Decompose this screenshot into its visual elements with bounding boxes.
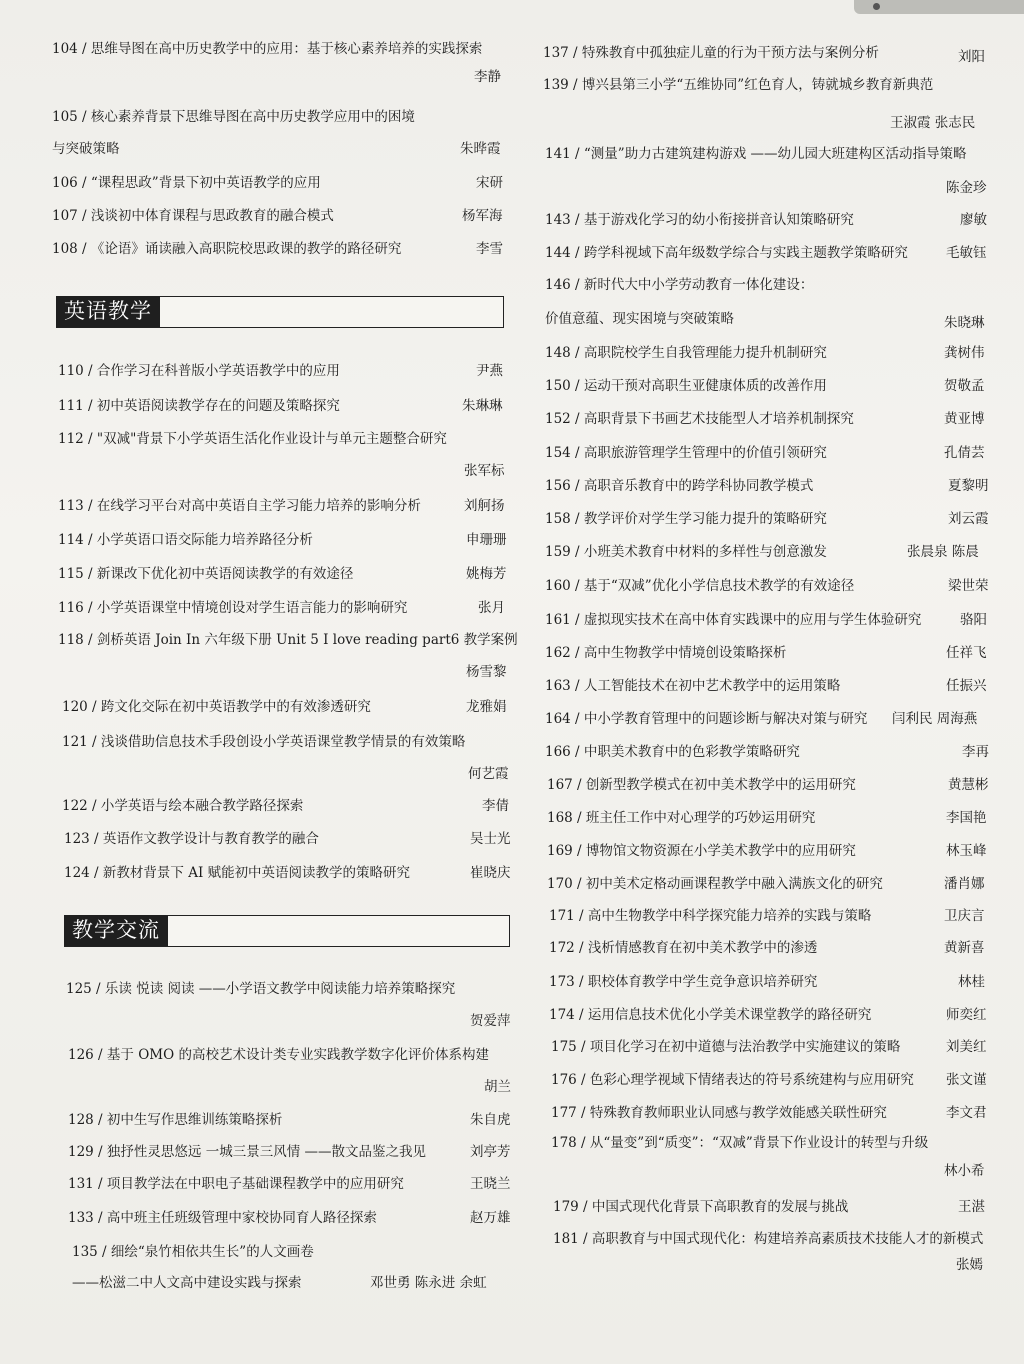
toc-entry-title: 110 / 合作学习在科普版小学英语教学中的应用 — [58, 363, 340, 379]
toc-entry-author: 张月 — [478, 600, 505, 616]
toc-entry-title: 139 / 博兴县第三小学“五维协同”红色育人，铸就城乡教育新典范 — [543, 77, 934, 93]
toc-entry-author: 胡兰 — [484, 1079, 511, 1095]
toc-entry-title: 170 / 初中美术定格动画课程教学中融入满族文化的研究 — [547, 876, 883, 892]
toc-entry-author: 刘亭芳 — [470, 1144, 511, 1160]
toc-entry-title: 158 / 教学评价对学生学习能力提升的策略研究 — [545, 511, 827, 527]
toc-entry-author: 宋研 — [476, 175, 503, 191]
toc-entry-title: 111 / 初中英语阅读教学存在的问题及策略探究 — [58, 398, 340, 414]
toc-entry-author: 姚梅芳 — [466, 566, 507, 582]
toc-entry-title: 174 / 运用信息技术优化小学美术课堂教学的路径研究 — [549, 1007, 872, 1023]
toc-entry-title: 164 / 中小学教育管理中的问题诊断与解决对策与研究 — [545, 711, 868, 727]
toc-entry-title: 141 / “测量”助力古建筑建构游戏 ——幼儿园大班建构区活动指导策略 — [545, 146, 967, 162]
toc-entry-author: 廖敏 — [960, 212, 987, 228]
toc-entry-author: 刘舸扬 — [464, 498, 505, 514]
section-header-label: 教学交流 — [64, 915, 168, 946]
toc-entry-author: 吴士光 — [470, 831, 511, 847]
toc-entry-author: 朱自虎 — [470, 1112, 511, 1128]
toc-entry-title: 162 / 高中生物教学中情境创设策略探析 — [545, 645, 787, 661]
toc-entry-title: 156 / 高职音乐教育中的跨学科协同教学模式 — [545, 478, 814, 494]
toc-entry-author: 龙雅娟 — [466, 699, 507, 715]
toc-entry-author: 刘美红 — [946, 1039, 987, 1055]
toc-entry-author: 黄慧彬 — [948, 777, 989, 793]
toc-entry-author: 贺敬孟 — [944, 378, 985, 394]
section-header — [64, 915, 510, 947]
toc-entry-title: 106 / “课程思政”背景下初中英语教学的应用 — [52, 175, 321, 191]
toc-entry-title: 152 / 高职背景下书画艺术技能型人才培养机制探究 — [545, 411, 854, 427]
toc-entry-author: 孔倩芸 — [944, 445, 985, 461]
toc-entry-author: 杨军海 — [462, 208, 503, 224]
toc-entry-title: 112 / "双减"背景下小学英语生活化作业设计与单元主题整合研究 — [58, 431, 447, 447]
toc-entry-title: 171 / 高中生物教学中科学探究能力培养的实践与策略 — [549, 908, 872, 924]
toc-entry-title: 116 / 小学英语课堂中情境创设对学生语言能力的影响研究 — [58, 600, 408, 616]
toc-entry-author: 张文谨 — [946, 1072, 987, 1088]
toc-entry-title: 148 / 高职院校学生自我管理能力提升机制研究 — [545, 345, 827, 361]
toc-entry-author: 师奕红 — [946, 1007, 987, 1023]
toc-entry-title: 129 / 独抒性灵思悠远 一城三景三风情 ——散文品鉴之我见 — [68, 1144, 426, 1160]
toc-entry-title: 159 / 小班美术教育中材料的多样性与创意激发 — [545, 544, 827, 560]
toc-entry-author: 朱琳琳 — [462, 398, 503, 414]
toc-entry-author: 崔晓庆 — [470, 865, 511, 881]
toc-entry-author: 李国艳 — [946, 810, 987, 826]
toc-entry-author: 毛敏钰 — [946, 245, 987, 261]
toc-entry-title: 144 / 跨学科视域下高年级数学综合与实践主题教学策略研究 — [545, 245, 908, 261]
toc-entry-author: 陈金珍 — [946, 180, 987, 196]
toc-entry-author: 刘云霞 — [948, 511, 989, 527]
toc-entry-title: 121 / 浅谈借助信息技术手段创设小学英语课堂教学情景的有效策略 — [62, 734, 466, 750]
toc-entry-author: 张军标 — [464, 463, 505, 479]
toc-entry-author: 张晨泉 陈晨 — [907, 544, 979, 560]
toc-entry-title: 178 / 从“量变”到“质变”：“双减”背景下作业设计的转型与升级 — [551, 1135, 929, 1151]
toc-entry-title: 173 / 职校体育教学中学生竞争意识培养研究 — [549, 974, 818, 990]
toc-entry-author: 邓世勇 陈永进 余虹 — [370, 1275, 487, 1291]
toc-entry-title: 154 / 高职旅游管理学生管理中的价值引领研究 — [545, 445, 827, 461]
toc-entry-title: 177 / 特殊教育教师职业认同感与教学效能感关联性研究 — [551, 1105, 887, 1121]
toc-entry-title: 161 / 虚拟现实技术在高中体育实践课中的应用与学生体验研究 — [545, 612, 922, 628]
toc-entry-author: 林玉峰 — [946, 843, 987, 859]
toc-entry-title: 179 / 中国式现代化背景下高职教育的发展与挑战 — [553, 1199, 849, 1215]
toc-entry-title: 133 / 高中班主任班级管理中家校协同育人路径探索 — [68, 1210, 377, 1226]
toc-entry-title: 114 / 小学英语口语交际能力培养路径分析 — [58, 532, 313, 548]
toc-entry-title: 175 / 项目化学习在初中道德与法治教学中实施建议的策略 — [551, 1039, 901, 1055]
toc-entry-title: 176 / 色彩心理学视域下情绪表达的符号系统建构与应用研究 — [551, 1072, 914, 1088]
toc-entry-author: 林小希 — [944, 1163, 985, 1179]
toc-entry-author: 黄亚博 — [944, 411, 985, 427]
toc-entry-title: 118 / 剑桥英语 Join In 六年级下册 Unit 5 I love reading part6 教学案例 — [58, 632, 518, 648]
toc-entry-author: 任振兴 — [946, 678, 987, 694]
toc-entry-author: 朱晔霞 — [460, 141, 501, 157]
toc-entry-author: 李雪 — [476, 241, 503, 257]
toc-entry-title: 168 / 班主任工作中对心理学的巧妙运用研究 — [547, 810, 816, 826]
toc-entry-author: 李静 — [474, 69, 501, 85]
toc-entry-author: 王湛 — [958, 1199, 985, 1215]
toc-entry-title: 181 / 高职教育与中国式现代化：构建培养高素质技术技能人才的新模式 — [553, 1231, 984, 1247]
section-header — [56, 296, 504, 328]
toc-entry-title: 137 / 特殊教育中孤独症儿童的行为干预方法与案例分析 — [543, 45, 879, 61]
toc-entry-title: 价值意蕴、现实困境与突破策略 — [545, 311, 734, 327]
toc-entry-author: 李倩 — [482, 798, 509, 814]
toc-entry-author: 梁世荣 — [948, 578, 989, 594]
toc-entry-title: 146 / 新时代大中小学劳动教育一体化建设： — [545, 277, 814, 293]
toc-entry-author: 夏黎明 — [948, 478, 989, 494]
section-header-label: 英语教学 — [56, 296, 160, 327]
toc-entry-title: 108 / 《论语》诵读融入高职院校思政课的教学的路径研究 — [52, 241, 402, 257]
toc-entry-title: 115 / 新课改下优化初中英语阅读教学的有效途径 — [58, 566, 354, 582]
toc-entry-title: 126 / 基于 OMO 的高校艺术设计类专业实践教学数字化评价体系构建 — [68, 1047, 489, 1063]
toc-entry-author: 张嫣 — [956, 1257, 983, 1273]
toc-entry-title: 125 / 乐读 悦读 阅读 ——小学语文教学中阅读能力培养策略探究 — [66, 981, 456, 997]
toc-entry-title: 105 / 核心素养背景下思维导图在高中历史教学应用中的困境 — [52, 109, 415, 125]
toc-entry-author: 赵万雄 — [470, 1210, 511, 1226]
toc-entry-title: 120 / 跨文化交际在初中英语教学中的有效渗透研究 — [62, 699, 371, 715]
toc-entry-author: 尹燕 — [476, 363, 503, 379]
toc-entry-title: 150 / 运动干预对高职生亚健康体质的改善作用 — [545, 378, 827, 394]
toc-entry-title: 167 / 创新型教学模式在初中美术教学中的运用研究 — [547, 777, 856, 793]
toc-entry-author: 申珊珊 — [466, 532, 507, 548]
toc-entry-author: 刘阳 — [958, 49, 985, 65]
toc-entry-author: 骆阳 — [960, 612, 987, 628]
bullet-dot-icon — [873, 3, 880, 10]
toc-entry-title: 113 / 在线学习平台对高中英语自主学习能力培养的影响分析 — [58, 498, 421, 514]
toc-entry-title: 143 / 基于游戏化学习的幼小衔接拼音认知策略研究 — [545, 212, 854, 228]
toc-entry-author: 卫庆言 — [944, 908, 985, 924]
toc-entry-title: 169 / 博物馆文物资源在小学美术教学中的应用研究 — [547, 843, 856, 859]
toc-entry-author: 贺爱萍 — [470, 1013, 511, 1029]
toc-entry-title: 166 / 中职美术教育中的色彩教学策略研究 — [545, 744, 800, 760]
toc-entry-author: 王晓兰 — [470, 1176, 511, 1192]
toc-entry-title: 107 / 浅谈初中体育课程与思政教育的融合模式 — [52, 208, 334, 224]
toc-entry-author: 朱晓琳 — [944, 315, 985, 331]
toc-entry-title: 135 / 细绘“泉竹相依共生长”的人文画卷 — [72, 1244, 314, 1260]
toc-entry-author: 王淑霞 张志民 — [890, 115, 976, 131]
toc-entry-title: 160 / 基于“双减”优化小学信息技术教学的有效途径 — [545, 578, 855, 594]
toc-entry-title: 与突破策略 — [52, 141, 120, 157]
toc-entry-author: 任祥飞 — [946, 645, 987, 661]
toc-entry-title: 131 / 项目教学法在中职电子基础课程教学中的应用研究 — [68, 1176, 404, 1192]
toc-entry-title: 122 / 小学英语与绘本融合教学路径探索 — [62, 798, 304, 814]
toc-entry-author: 林桂 — [958, 974, 985, 990]
toc-entry-author: 杨雪黎 — [466, 664, 507, 680]
toc-entry-title: 163 / 人工智能技术在初中艺术教学中的运用策略 — [545, 678, 841, 694]
toc-entry-title: 172 / 浅析情感教育在初中美术教学中的渗透 — [549, 940, 818, 956]
toc-entry-title: 123 / 英语作文教学设计与教育教学的融合 — [64, 831, 319, 847]
toc-entry-author: 李文君 — [946, 1105, 987, 1121]
toc-entry-author: 李再 — [962, 744, 989, 760]
toc-entry-title: 104 / 思维导图在高中历史教学中的应用：基于核心素养培养的实践探索 — [52, 41, 483, 57]
toc-entry-author: 闫利民 周海燕 — [892, 711, 978, 727]
toc-entry-author: 黄新喜 — [944, 940, 985, 956]
toc-entry-author: 何艺霞 — [468, 766, 509, 782]
toc-entry-title: 128 / 初中生写作思维训练策略探析 — [68, 1112, 283, 1128]
toc-entry-title: 124 / 新教材背景下 AI 赋能初中英语阅读教学的策略研究 — [64, 865, 411, 881]
toc-entry-title: ——松滋二中人文高中建设实践与探索 — [72, 1275, 302, 1291]
toc-entry-author: 龚树伟 — [944, 345, 985, 361]
toc-entry-author: 潘肖娜 — [944, 876, 985, 892]
